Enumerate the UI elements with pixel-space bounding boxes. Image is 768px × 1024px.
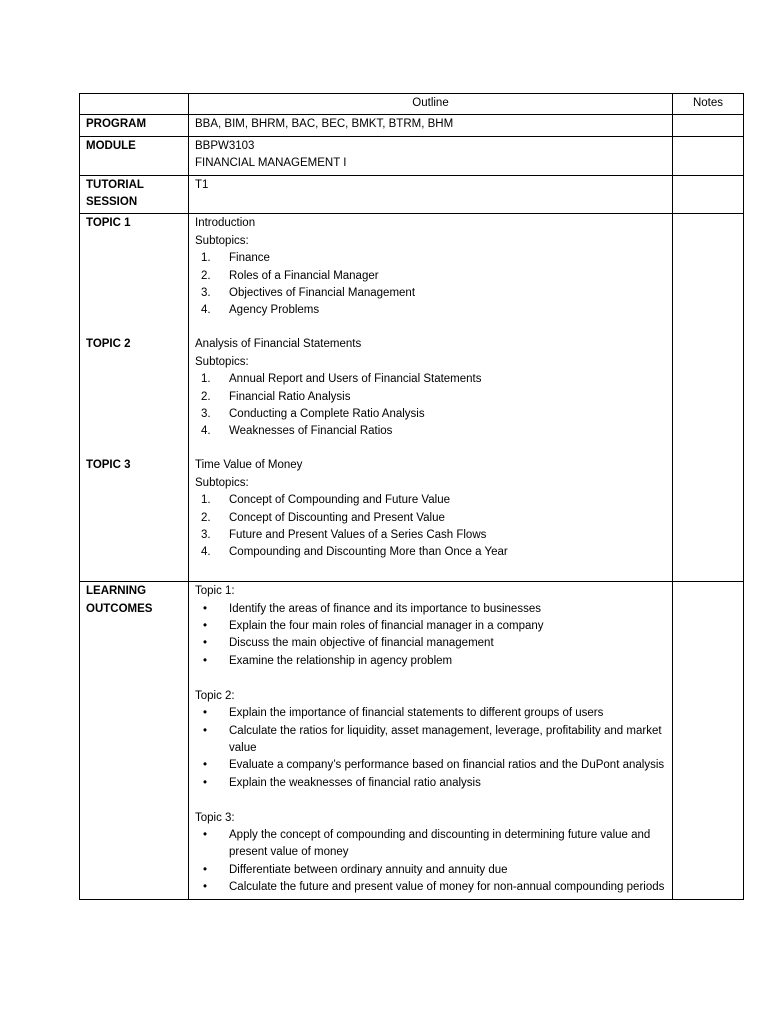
bullet-icon: •: [203, 707, 208, 720]
list-item: [195, 601, 666, 618]
list-item: [195, 827, 666, 862]
list-item: [195, 371, 666, 388]
item-number: 2.: [201, 269, 211, 282]
module-notes: [673, 136, 744, 175]
subtopic-text: Concept of Compounding and Future Value: [229, 494, 450, 507]
bullet-icon: •: [203, 759, 208, 772]
outcome-text: Apply the concept of compounding and discounting in determining future value and present value of money: [229, 828, 651, 859]
item-number: 4.: [201, 546, 211, 559]
subtopic-text: Finance: [229, 252, 270, 265]
subtopic-text: Annual Report and Users of Financial Statements: [229, 373, 482, 386]
item-number: 3.: [201, 529, 211, 542]
topics-labels: [80, 214, 189, 582]
list-item: [195, 423, 666, 440]
list-item: [195, 723, 666, 758]
bullet-icon: •: [203, 724, 208, 737]
header-outline: Outline: [189, 94, 673, 115]
item-number: 3.: [201, 287, 211, 300]
list-item: [195, 250, 666, 267]
list-item: [195, 268, 666, 285]
module-name: FINANCIAL MANAGEMENT I: [195, 157, 347, 170]
learning-outcomes-notes: [673, 582, 744, 899]
topics-content: [189, 214, 673, 582]
list-item: [195, 775, 666, 792]
bullet-icon: •: [203, 620, 208, 633]
subtopic-text: Concept of Discounting and Present Value: [229, 511, 445, 524]
outcome-group-1-heading: Topic 1:: [195, 585, 235, 598]
subtopic-text: Future and Present Values of a Series Cash Flows: [229, 529, 487, 542]
outcome-group-3-heading: Topic 3:: [195, 811, 235, 824]
item-number: 1.: [201, 252, 211, 265]
topic-3-title: Time Value of Money: [195, 459, 303, 472]
topic-3-block: [195, 457, 666, 561]
learning-outcomes-label: [80, 582, 189, 899]
list-item: [195, 544, 666, 561]
header-notes: Notes: [673, 94, 744, 115]
topic-1-label: TOPIC 1: [86, 217, 131, 230]
tutorial-value: T1: [189, 175, 673, 214]
topic-3-label: TOPIC 3: [86, 459, 131, 472]
topic-1-block: [195, 215, 666, 336]
list-item: [195, 302, 666, 319]
learning-outcomes-label-line1: LEARNING: [86, 585, 147, 598]
subtopic-text: Financial Ratio Analysis: [229, 390, 351, 403]
outcome-text: Calculate the ratios for liquidity, asset management, leverage, profitability and market value: [229, 724, 662, 754]
item-number: 3.: [201, 408, 211, 421]
learning-outcomes-content: [189, 582, 673, 899]
bullet-icon: •: [203, 654, 208, 667]
program-label: PROGRAM: [80, 115, 189, 136]
item-number: 4.: [201, 304, 211, 317]
item-number: 2.: [201, 390, 211, 403]
tutorial-label: [80, 175, 189, 214]
outcome-text: Explain the importance of financial statements to different groups of users: [229, 707, 604, 720]
topic-2-subtopics-label: Subtopics:: [195, 355, 249, 368]
tutorial-label-line1: TUTORIAL: [86, 178, 144, 191]
outcome-group-2-heading: Topic 2:: [195, 689, 235, 702]
list-item: [195, 406, 666, 423]
tutorial-row: [80, 175, 744, 214]
header-blank-cell: [80, 94, 189, 115]
topics-notes: [673, 214, 744, 582]
tutorial-label-line2: SESSION: [86, 196, 138, 209]
outcome-text: Evaluate a company’s performance based on financial ratios and the DuPont analysis: [229, 759, 665, 772]
spacer: [195, 562, 666, 579]
list-item: [195, 510, 666, 527]
list-item: [195, 653, 666, 670]
topic-2-title: Analysis of Financial Statements: [195, 338, 362, 351]
program-notes: [673, 115, 744, 136]
outcome-text: Examine the relationship in agency problem: [229, 654, 453, 667]
module-row: [80, 136, 744, 175]
list-item: [195, 705, 666, 722]
subtopic-text: Agency Problems: [229, 304, 320, 317]
module-value: [189, 136, 673, 175]
bullet-icon: •: [203, 637, 208, 650]
item-number: 4.: [201, 425, 211, 438]
outcome-text: Explain the four main roles of financial manager in a company: [229, 620, 544, 633]
module-code: BBPW3103: [195, 139, 255, 152]
program-row: [80, 115, 744, 136]
header-row: [80, 94, 744, 115]
module-label: MODULE: [80, 136, 189, 175]
topic-3-subtopics-label: Subtopics:: [195, 476, 249, 489]
topic-2-label: TOPIC 2: [86, 338, 131, 351]
learning-outcomes-label-line2: OUTCOMES: [86, 602, 153, 615]
list-item: [195, 618, 666, 635]
subtopic-text: Weaknesses of Financial Ratios: [229, 425, 393, 438]
program-value: BBA, BIM, BHRM, BAC, BEC, BMKT, BTRM, BHM: [189, 115, 673, 136]
tutorial-notes: [673, 175, 744, 214]
bullet-icon: •: [203, 828, 208, 841]
list-item: [195, 635, 666, 652]
outcome-text: Discuss the main objective of financial management: [229, 637, 494, 650]
bullet-icon: •: [203, 602, 208, 615]
topics-row: [80, 214, 744, 582]
topic-1-subtopics-label: Subtopics:: [195, 234, 249, 247]
list-item: [195, 492, 666, 509]
bullet-icon: •: [203, 863, 208, 876]
list-item: [195, 757, 666, 774]
list-item: [195, 527, 666, 544]
outcome-text: Identify the areas of finance and its importance to businesses: [229, 602, 541, 615]
topic-1-title: Introduction: [195, 217, 256, 230]
list-item: [195, 285, 666, 302]
subtopic-text: Compounding and Discounting More than Once a Year: [229, 546, 508, 559]
outcome-text: Explain the weaknesses of financial ratio analysis: [229, 776, 481, 789]
bullet-icon: •: [203, 776, 208, 789]
bullet-icon: •: [203, 881, 208, 894]
subtopic-text: Roles of a Financial Manager: [229, 269, 379, 282]
list-item: [195, 879, 666, 896]
outcome-text: Calculate the future and present value of money for non-annual compounding periods: [229, 881, 665, 894]
topic-2-block: [195, 336, 666, 457]
outline-table: [79, 93, 744, 900]
item-number: 1.: [201, 494, 211, 507]
spacer: [195, 792, 666, 809]
list-item: [195, 862, 666, 879]
spacer: [195, 670, 666, 687]
list-item: [195, 389, 666, 406]
subtopic-text: Objectives of Financial Management: [229, 287, 416, 300]
item-number: 1.: [201, 373, 211, 386]
subtopic-text: Conducting a Complete Ratio Analysis: [229, 408, 425, 421]
item-number: 2.: [201, 511, 211, 524]
learning-outcomes-row: [80, 582, 744, 899]
outcome-text: Differentiate between ordinary annuity and annuity due: [229, 863, 508, 876]
